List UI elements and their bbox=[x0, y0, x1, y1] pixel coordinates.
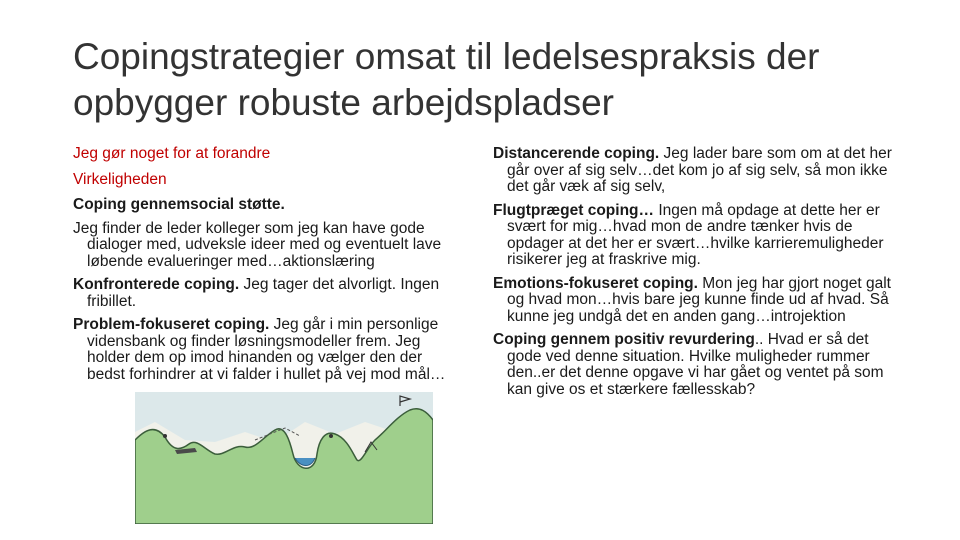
landscape-drawing-image bbox=[135, 392, 433, 524]
red-heading-1: Jeg gør noget for at forandre bbox=[73, 145, 271, 162]
red-heading-2: Virkeligheden bbox=[73, 170, 167, 188]
left-column bbox=[73, 146, 458, 390]
social-support-text: Jeg finder de leder kolleger som jeg kan have gode dialoger med, udveksle ideer med og eventuelt lave løbende evalueringer med…aktionslæring bbox=[73, 219, 442, 270]
item-bold: Emotions-fokuseret coping. bbox=[493, 274, 698, 292]
confrontive-coping-item bbox=[73, 277, 458, 310]
item-bold: Problem-fokuseret coping. bbox=[73, 316, 270, 333]
item-bold: Distancerende coping. bbox=[493, 145, 660, 162]
emotion-focused-coping-item bbox=[493, 276, 893, 326]
item-bold: Coping gennem positiv revurdering bbox=[493, 331, 755, 348]
title-line-2: opbygger robuste arbejdspladser bbox=[73, 82, 614, 123]
right-column bbox=[493, 146, 893, 405]
positive-reappraisal-item bbox=[493, 332, 893, 398]
distancing-coping-item bbox=[493, 146, 893, 196]
item-bold: Konfronterede coping. bbox=[73, 276, 240, 293]
problem-focused-coping-item bbox=[73, 317, 458, 383]
item-text: Jeg går i min personlige vidensbank og finder løsningsmodeller frem. Jeg holder dem op imod hinanden og vælger den der bedst forhindrer at vi falder i hullet på vej mod mål… bbox=[87, 316, 446, 383]
social-support-heading: Coping gennemsocial støtte. bbox=[73, 196, 285, 213]
item-text: Jeg tager det alvorligt. Ingen fribillet. bbox=[87, 276, 440, 310]
escape-coping-item bbox=[493, 203, 893, 269]
slide-title bbox=[73, 34, 933, 126]
item-text: .. Hvad er så det gode ved denne situation. Hvilke muligheder rummer den..er det denne opgave vi har gået og ventet på som kan give os et stærkere fællesskab? bbox=[507, 331, 884, 398]
item-text: Ingen må opdage at dette her er svært for mig…hvad mon de andre tænker hvis de opdager at det her er svært…hvilke karrieremuligheder risikerer jeg at fraskrive mig. bbox=[507, 201, 884, 268]
item-bold: Flugtpræget coping… bbox=[493, 201, 655, 219]
item-text: Jeg lader bare som om at det her går over af sig selv…det kom jo af sig selv, så mon ikke det går væk af sig selv, bbox=[507, 145, 892, 195]
landscape-drawing bbox=[135, 392, 433, 524]
title-line-1: Copingstrategier omsat til ledelsespraksis der bbox=[73, 36, 820, 77]
item-text: Mon jeg har gjort noget galt og hvad mon…hvis bare jeg kunne finde ud af hvad. Så kunne jeg undgå det en anden gang…introjektion bbox=[507, 274, 891, 325]
